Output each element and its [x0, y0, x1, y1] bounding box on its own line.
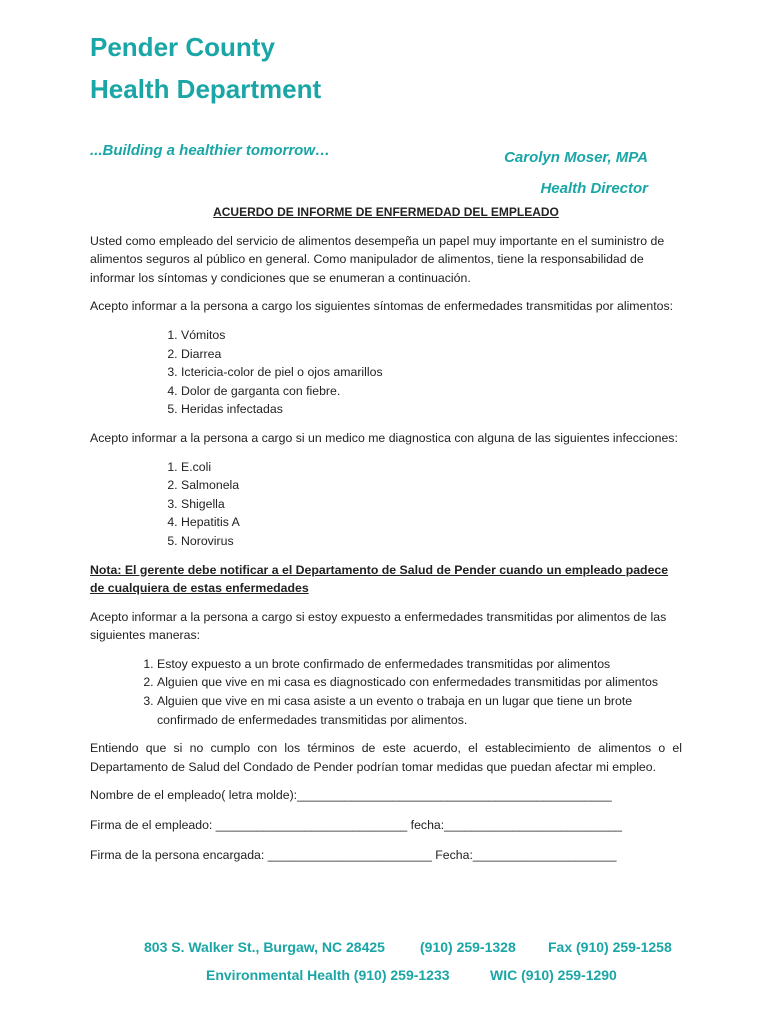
exposure-lead: Acepto informar a la persona a cargo si estoy expuesto a enfermedades transmitidas por alimentos de las siguientes maneras: [90, 609, 667, 643]
organization-name [90, 26, 321, 110]
list-item: 3. Ictericia-color de piel o ojos amarillos [181, 363, 682, 382]
footer-wic: WIC (910) 259-1290 [490, 967, 617, 983]
footer-phone: (910) 259-1328 [420, 939, 516, 955]
document-title: ACUERDO DE INFORME DE ENFERMEDAD DEL EMPLEADO [213, 205, 559, 219]
list-item: 2. Diarrea [181, 345, 682, 364]
list-item: 4. Hepatitis A [181, 513, 682, 532]
employee-name-field[interactable]: Nombre de el empleado( letra molde):______________________________________________ [90, 788, 612, 803]
list-item: 3. Shigella [181, 495, 682, 514]
list-item: 1. E.coli [181, 458, 682, 477]
list-item: 5. Norovirus [181, 532, 682, 551]
employee-signature-field[interactable]: Firma de el empleado: ____________________________ fecha:__________________________ [90, 818, 622, 833]
org-line-2: Health Department [90, 74, 322, 104]
list-item: 3. Alguien que vive en mi casa asiste a un evento o trabaja en un lugar que tiene un brote confirmado de enfermedades transmitidas por alimentos. [157, 692, 682, 729]
footer-fax: Fax (910) 259-1258 [548, 939, 672, 955]
list-item: 2. Alguien que vive en mi casa es diagnosticado con enfermedades transmitidas por alimentos [157, 673, 682, 692]
manager-note: Nota: El gerente debe notificar a el Departamento de Salud de Pender cuando un empleado padece de cualquiera de estas enfermedades [90, 562, 669, 596]
footer-environmental-health: Environmental Health (910) 259-1233 [206, 967, 450, 983]
list-item: 2. Salmonela [181, 476, 682, 495]
list-item: 1. Estoy expuesto a un brote confirmado de enfermedades transmitidas por alimentos [157, 655, 682, 674]
symptoms-lead: Acepto informar a la persona a cargo los siguientes síntomas de enfermedades transmitidas por alimentos: [90, 299, 674, 314]
list-item: 5. Heridas infectadas [181, 400, 682, 419]
director-name: Carolyn Moser, MPA [504, 149, 648, 166]
document-body [90, 203, 682, 875]
list-item: 1. Vómitos [181, 326, 682, 345]
tagline: ...Building a healthier tomorrow… [90, 142, 331, 159]
infections-list [90, 458, 682, 551]
org-line-1: Pender County [90, 32, 275, 62]
exposure-list [90, 655, 682, 729]
manager-signature-field[interactable]: Firma de la persona encargada: ________________________ Fecha:_____________________ [90, 847, 617, 862]
intro-paragraph: Usted como empleado del servicio de alimentos desempeña un papel muy importante en el suministro de alimentos seguros al público en general. Como manipulador de alimentos, tiene la responsabilidad de informar los síntomas y condiciones que se enumeran a continuación. [90, 233, 665, 285]
infections-lead: Acepto informar a la persona a cargo si un medico me diagnostica con alguna de las siguientes infecciones: [90, 430, 678, 445]
director-block [500, 142, 648, 204]
director-title: Health Director [540, 180, 648, 197]
symptoms-list [90, 326, 682, 419]
consequence-paragraph: Entiendo que si no cumplo con los términos de este acuerdo, el establecimiento de alimentos o el Departamento de Salud del Condado de Pender podrían tomar medidas que puedan afectar mi empleo. [90, 741, 682, 774]
footer-address: 803 S. Walker St., Burgaw, NC 28425 [144, 939, 385, 955]
list-item: 4. Dolor de garganta con fiebre. [181, 382, 682, 401]
